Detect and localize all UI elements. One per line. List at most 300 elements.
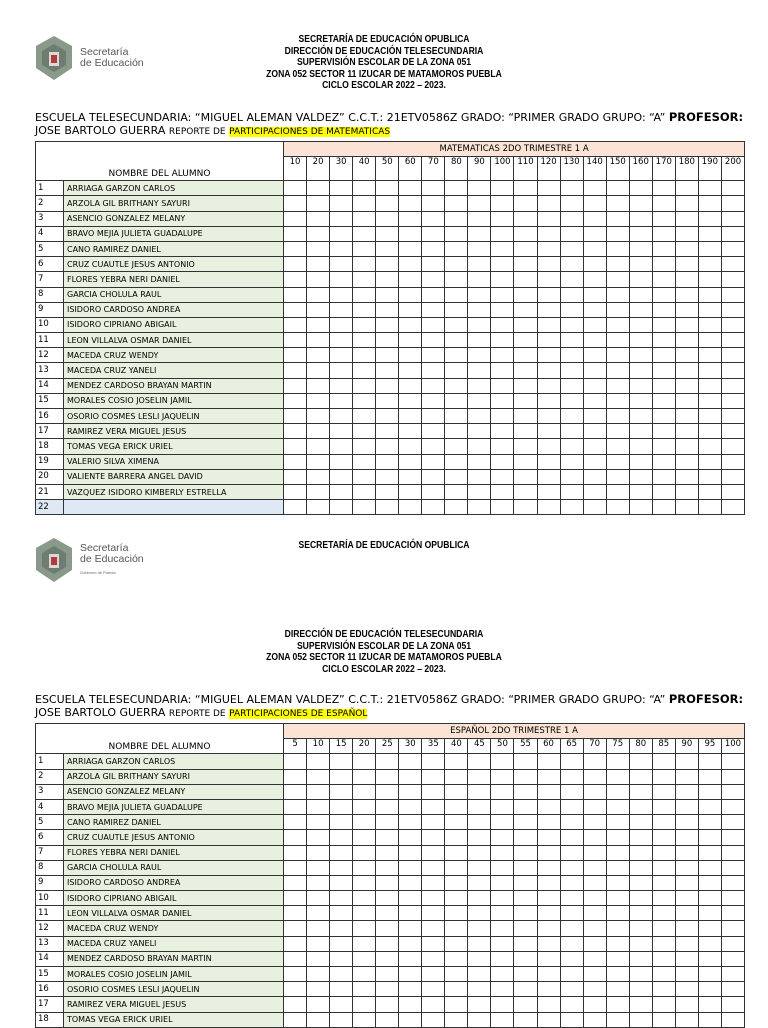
score-cell[interactable] xyxy=(330,333,353,348)
score-cell[interactable] xyxy=(721,469,744,484)
score-cell[interactable] xyxy=(652,906,675,921)
score-cell[interactable] xyxy=(514,393,537,408)
score-cell[interactable] xyxy=(675,469,698,484)
score-cell[interactable] xyxy=(399,860,422,875)
score-cell[interactable] xyxy=(514,302,537,317)
score-cell[interactable] xyxy=(675,967,698,982)
score-cell[interactable] xyxy=(445,469,468,484)
score-cell[interactable] xyxy=(675,936,698,951)
score-cell[interactable] xyxy=(399,982,422,997)
score-cell[interactable] xyxy=(491,241,514,256)
score-cell[interactable] xyxy=(307,181,330,196)
score-cell[interactable] xyxy=(307,241,330,256)
score-cell[interactable] xyxy=(698,815,721,830)
score-cell[interactable] xyxy=(445,181,468,196)
score-cell[interactable] xyxy=(652,317,675,332)
score-cell[interactable] xyxy=(330,409,353,424)
score-cell[interactable] xyxy=(445,211,468,226)
score-cell[interactable] xyxy=(376,211,399,226)
score-cell[interactable] xyxy=(675,784,698,799)
score-cell[interactable] xyxy=(353,799,376,814)
score-cell[interactable] xyxy=(422,891,445,906)
score-cell[interactable] xyxy=(629,241,652,256)
score-cell[interactable] xyxy=(560,845,583,860)
score-cell[interactable] xyxy=(560,287,583,302)
score-cell[interactable] xyxy=(606,769,629,784)
score-cell[interactable] xyxy=(399,875,422,890)
score-cell[interactable] xyxy=(422,982,445,997)
score-cell[interactable] xyxy=(629,875,652,890)
score-cell[interactable] xyxy=(422,302,445,317)
score-cell[interactable] xyxy=(399,393,422,408)
score-cell[interactable] xyxy=(284,500,307,515)
score-cell[interactable] xyxy=(606,921,629,936)
score-cell[interactable] xyxy=(422,439,445,454)
score-cell[interactable] xyxy=(629,982,652,997)
score-cell[interactable] xyxy=(422,378,445,393)
score-cell[interactable] xyxy=(629,1012,652,1027)
score-cell[interactable] xyxy=(491,891,514,906)
score-cell[interactable] xyxy=(284,424,307,439)
score-cell[interactable] xyxy=(330,936,353,951)
score-cell[interactable] xyxy=(560,982,583,997)
score-cell[interactable] xyxy=(330,799,353,814)
score-cell[interactable] xyxy=(353,196,376,211)
score-cell[interactable] xyxy=(560,469,583,484)
score-cell[interactable] xyxy=(675,845,698,860)
score-cell[interactable] xyxy=(491,424,514,439)
score-cell[interactable] xyxy=(422,500,445,515)
score-cell[interactable] xyxy=(445,393,468,408)
score-cell[interactable] xyxy=(698,921,721,936)
score-cell[interactable] xyxy=(353,409,376,424)
score-cell[interactable] xyxy=(399,424,422,439)
score-cell[interactable] xyxy=(422,784,445,799)
score-cell[interactable] xyxy=(698,830,721,845)
score-cell[interactable] xyxy=(330,982,353,997)
score-cell[interactable] xyxy=(330,363,353,378)
score-cell[interactable] xyxy=(399,769,422,784)
score-cell[interactable] xyxy=(721,815,744,830)
score-cell[interactable] xyxy=(284,891,307,906)
score-cell[interactable] xyxy=(307,287,330,302)
score-cell[interactable] xyxy=(514,181,537,196)
score-cell[interactable] xyxy=(675,500,698,515)
score-cell[interactable] xyxy=(537,891,560,906)
score-cell[interactable] xyxy=(376,860,399,875)
score-cell[interactable] xyxy=(468,257,491,272)
score-cell[interactable] xyxy=(330,815,353,830)
score-cell[interactable] xyxy=(330,967,353,982)
score-cell[interactable] xyxy=(330,875,353,890)
score-cell[interactable] xyxy=(583,500,606,515)
score-cell[interactable] xyxy=(376,891,399,906)
score-cell[interactable] xyxy=(468,378,491,393)
score-cell[interactable] xyxy=(376,454,399,469)
score-cell[interactable] xyxy=(652,333,675,348)
score-cell[interactable] xyxy=(583,936,606,951)
score-cell[interactable] xyxy=(629,845,652,860)
score-cell[interactable] xyxy=(422,181,445,196)
score-cell[interactable] xyxy=(514,333,537,348)
score-cell[interactable] xyxy=(698,754,721,769)
score-cell[interactable] xyxy=(560,860,583,875)
score-cell[interactable] xyxy=(284,302,307,317)
score-cell[interactable] xyxy=(698,906,721,921)
score-cell[interactable] xyxy=(629,484,652,499)
score-cell[interactable] xyxy=(583,921,606,936)
score-cell[interactable] xyxy=(468,317,491,332)
score-cell[interactable] xyxy=(698,348,721,363)
score-cell[interactable] xyxy=(468,181,491,196)
score-cell[interactable] xyxy=(721,754,744,769)
score-cell[interactable] xyxy=(583,363,606,378)
score-cell[interactable] xyxy=(652,484,675,499)
score-cell[interactable] xyxy=(629,500,652,515)
score-cell[interactable] xyxy=(560,997,583,1012)
score-cell[interactable] xyxy=(445,333,468,348)
score-cell[interactable] xyxy=(675,363,698,378)
score-cell[interactable] xyxy=(675,226,698,241)
score-cell[interactable] xyxy=(629,196,652,211)
score-cell[interactable] xyxy=(468,906,491,921)
score-cell[interactable] xyxy=(560,967,583,982)
score-cell[interactable] xyxy=(514,363,537,378)
score-cell[interactable] xyxy=(491,982,514,997)
score-cell[interactable] xyxy=(583,799,606,814)
score-cell[interactable] xyxy=(606,982,629,997)
score-cell[interactable] xyxy=(698,982,721,997)
score-cell[interactable] xyxy=(399,196,422,211)
score-cell[interactable] xyxy=(307,1012,330,1027)
score-cell[interactable] xyxy=(468,409,491,424)
score-cell[interactable] xyxy=(606,317,629,332)
score-cell[interactable] xyxy=(514,378,537,393)
score-cell[interactable] xyxy=(514,196,537,211)
score-cell[interactable] xyxy=(491,754,514,769)
score-cell[interactable] xyxy=(698,393,721,408)
score-cell[interactable] xyxy=(698,333,721,348)
score-cell[interactable] xyxy=(698,891,721,906)
score-cell[interactable] xyxy=(284,951,307,966)
score-cell[interactable] xyxy=(353,484,376,499)
score-cell[interactable] xyxy=(652,424,675,439)
score-cell[interactable] xyxy=(652,439,675,454)
score-cell[interactable] xyxy=(583,875,606,890)
score-cell[interactable] xyxy=(629,469,652,484)
score-cell[interactable] xyxy=(307,348,330,363)
score-cell[interactable] xyxy=(606,226,629,241)
score-cell[interactable] xyxy=(284,181,307,196)
score-cell[interactable] xyxy=(376,439,399,454)
score-cell[interactable] xyxy=(307,769,330,784)
score-cell[interactable] xyxy=(537,272,560,287)
score-cell[interactable] xyxy=(514,951,537,966)
score-cell[interactable] xyxy=(307,875,330,890)
score-cell[interactable] xyxy=(422,875,445,890)
score-cell[interactable] xyxy=(537,921,560,936)
score-cell[interactable] xyxy=(353,815,376,830)
score-cell[interactable] xyxy=(307,469,330,484)
score-cell[interactable] xyxy=(330,769,353,784)
score-cell[interactable] xyxy=(376,257,399,272)
score-cell[interactable] xyxy=(583,424,606,439)
score-cell[interactable] xyxy=(284,469,307,484)
score-cell[interactable] xyxy=(537,484,560,499)
score-cell[interactable] xyxy=(606,257,629,272)
score-cell[interactable] xyxy=(629,454,652,469)
score-cell[interactable] xyxy=(560,196,583,211)
score-cell[interactable] xyxy=(445,1012,468,1027)
score-cell[interactable] xyxy=(468,982,491,997)
score-cell[interactable] xyxy=(376,317,399,332)
score-cell[interactable] xyxy=(445,302,468,317)
score-cell[interactable] xyxy=(399,287,422,302)
score-cell[interactable] xyxy=(675,815,698,830)
score-cell[interactable] xyxy=(721,378,744,393)
score-cell[interactable] xyxy=(560,500,583,515)
score-cell[interactable] xyxy=(560,1012,583,1027)
score-cell[interactable] xyxy=(721,181,744,196)
score-cell[interactable] xyxy=(307,226,330,241)
score-cell[interactable] xyxy=(652,875,675,890)
score-cell[interactable] xyxy=(721,1012,744,1027)
score-cell[interactable] xyxy=(721,454,744,469)
score-cell[interactable] xyxy=(606,830,629,845)
score-cell[interactable] xyxy=(721,211,744,226)
score-cell[interactable] xyxy=(537,181,560,196)
score-cell[interactable] xyxy=(537,317,560,332)
score-cell[interactable] xyxy=(652,211,675,226)
score-cell[interactable] xyxy=(514,287,537,302)
score-cell[interactable] xyxy=(330,424,353,439)
score-cell[interactable] xyxy=(629,967,652,982)
score-cell[interactable] xyxy=(422,393,445,408)
score-cell[interactable] xyxy=(422,769,445,784)
score-cell[interactable] xyxy=(698,484,721,499)
score-cell[interactable] xyxy=(353,272,376,287)
score-cell[interactable] xyxy=(560,769,583,784)
score-cell[interactable] xyxy=(698,951,721,966)
score-cell[interactable] xyxy=(675,439,698,454)
score-cell[interactable] xyxy=(537,875,560,890)
score-cell[interactable] xyxy=(675,921,698,936)
score-cell[interactable] xyxy=(537,845,560,860)
score-cell[interactable] xyxy=(445,875,468,890)
score-cell[interactable] xyxy=(652,891,675,906)
score-cell[interactable] xyxy=(721,363,744,378)
score-cell[interactable] xyxy=(399,469,422,484)
score-cell[interactable] xyxy=(537,424,560,439)
score-cell[interactable] xyxy=(422,211,445,226)
score-cell[interactable] xyxy=(330,1012,353,1027)
score-cell[interactable] xyxy=(376,409,399,424)
score-cell[interactable] xyxy=(514,484,537,499)
score-cell[interactable] xyxy=(606,302,629,317)
score-cell[interactable] xyxy=(422,754,445,769)
score-cell[interactable] xyxy=(583,860,606,875)
score-cell[interactable] xyxy=(422,860,445,875)
score-cell[interactable] xyxy=(537,982,560,997)
score-cell[interactable] xyxy=(445,754,468,769)
score-cell[interactable] xyxy=(606,500,629,515)
score-cell[interactable] xyxy=(606,424,629,439)
score-cell[interactable] xyxy=(583,815,606,830)
score-cell[interactable] xyxy=(721,500,744,515)
score-cell[interactable] xyxy=(698,500,721,515)
score-cell[interactable] xyxy=(606,272,629,287)
score-cell[interactable] xyxy=(675,799,698,814)
score-cell[interactable] xyxy=(652,272,675,287)
score-cell[interactable] xyxy=(399,302,422,317)
score-cell[interactable] xyxy=(721,997,744,1012)
score-cell[interactable] xyxy=(560,484,583,499)
score-cell[interactable] xyxy=(537,393,560,408)
score-cell[interactable] xyxy=(330,211,353,226)
score-cell[interactable] xyxy=(675,257,698,272)
score-cell[interactable] xyxy=(399,378,422,393)
score-cell[interactable] xyxy=(376,845,399,860)
score-cell[interactable] xyxy=(652,363,675,378)
score-cell[interactable] xyxy=(675,302,698,317)
score-cell[interactable] xyxy=(698,257,721,272)
score-cell[interactable] xyxy=(606,906,629,921)
score-cell[interactable] xyxy=(284,799,307,814)
score-cell[interactable] xyxy=(583,196,606,211)
score-cell[interactable] xyxy=(629,378,652,393)
score-cell[interactable] xyxy=(353,982,376,997)
score-cell[interactable] xyxy=(376,830,399,845)
score-cell[interactable] xyxy=(652,860,675,875)
score-cell[interactable] xyxy=(468,891,491,906)
score-cell[interactable] xyxy=(399,951,422,966)
score-cell[interactable] xyxy=(330,891,353,906)
score-cell[interactable] xyxy=(399,906,422,921)
score-cell[interactable] xyxy=(721,424,744,439)
score-cell[interactable] xyxy=(445,196,468,211)
score-cell[interactable] xyxy=(399,784,422,799)
score-cell[interactable] xyxy=(675,1012,698,1027)
score-cell[interactable] xyxy=(537,906,560,921)
score-cell[interactable] xyxy=(376,287,399,302)
score-cell[interactable] xyxy=(491,936,514,951)
score-cell[interactable] xyxy=(330,500,353,515)
score-cell[interactable] xyxy=(330,454,353,469)
score-cell[interactable] xyxy=(307,921,330,936)
score-cell[interactable] xyxy=(652,936,675,951)
score-cell[interactable] xyxy=(330,317,353,332)
score-cell[interactable] xyxy=(560,226,583,241)
score-cell[interactable] xyxy=(307,967,330,982)
score-cell[interactable] xyxy=(491,181,514,196)
score-cell[interactable] xyxy=(422,1012,445,1027)
score-cell[interactable] xyxy=(652,241,675,256)
score-cell[interactable] xyxy=(330,439,353,454)
score-cell[interactable] xyxy=(514,784,537,799)
score-cell[interactable] xyxy=(284,393,307,408)
score-cell[interactable] xyxy=(698,317,721,332)
score-cell[interactable] xyxy=(307,997,330,1012)
score-cell[interactable] xyxy=(445,967,468,982)
score-cell[interactable] xyxy=(560,891,583,906)
score-cell[interactable] xyxy=(606,378,629,393)
score-cell[interactable] xyxy=(629,272,652,287)
score-cell[interactable] xyxy=(491,769,514,784)
score-cell[interactable] xyxy=(422,967,445,982)
score-cell[interactable] xyxy=(675,317,698,332)
score-cell[interactable] xyxy=(721,348,744,363)
score-cell[interactable] xyxy=(422,409,445,424)
score-cell[interactable] xyxy=(422,484,445,499)
score-cell[interactable] xyxy=(514,891,537,906)
score-cell[interactable] xyxy=(514,936,537,951)
score-cell[interactable] xyxy=(422,287,445,302)
score-cell[interactable] xyxy=(330,393,353,408)
score-cell[interactable] xyxy=(376,196,399,211)
score-cell[interactable] xyxy=(353,302,376,317)
score-cell[interactable] xyxy=(399,936,422,951)
score-cell[interactable] xyxy=(514,906,537,921)
score-cell[interactable] xyxy=(284,439,307,454)
score-cell[interactable] xyxy=(353,226,376,241)
score-cell[interactable] xyxy=(675,181,698,196)
score-cell[interactable] xyxy=(698,784,721,799)
score-cell[interactable] xyxy=(583,769,606,784)
score-cell[interactable] xyxy=(629,815,652,830)
score-cell[interactable] xyxy=(675,393,698,408)
score-cell[interactable] xyxy=(468,936,491,951)
score-cell[interactable] xyxy=(675,333,698,348)
score-cell[interactable] xyxy=(514,317,537,332)
score-cell[interactable] xyxy=(514,439,537,454)
score-cell[interactable] xyxy=(468,1012,491,1027)
score-cell[interactable] xyxy=(491,196,514,211)
score-cell[interactable] xyxy=(514,830,537,845)
score-cell[interactable] xyxy=(353,936,376,951)
score-cell[interactable] xyxy=(721,317,744,332)
score-cell[interactable] xyxy=(330,196,353,211)
score-cell[interactable] xyxy=(514,409,537,424)
score-cell[interactable] xyxy=(445,439,468,454)
score-cell[interactable] xyxy=(468,272,491,287)
score-cell[interactable] xyxy=(468,921,491,936)
score-cell[interactable] xyxy=(353,363,376,378)
score-cell[interactable] xyxy=(468,500,491,515)
score-cell[interactable] xyxy=(698,287,721,302)
score-cell[interactable] xyxy=(491,363,514,378)
score-cell[interactable] xyxy=(583,469,606,484)
score-cell[interactable] xyxy=(537,967,560,982)
score-cell[interactable] xyxy=(537,1012,560,1027)
score-cell[interactable] xyxy=(330,754,353,769)
score-cell[interactable] xyxy=(675,196,698,211)
score-cell[interactable] xyxy=(583,484,606,499)
score-cell[interactable] xyxy=(583,906,606,921)
score-cell[interactable] xyxy=(698,302,721,317)
score-cell[interactable] xyxy=(468,875,491,890)
score-cell[interactable] xyxy=(307,860,330,875)
score-cell[interactable] xyxy=(399,241,422,256)
score-cell[interactable] xyxy=(376,906,399,921)
score-cell[interactable] xyxy=(445,921,468,936)
score-cell[interactable] xyxy=(606,784,629,799)
score-cell[interactable] xyxy=(514,921,537,936)
score-cell[interactable] xyxy=(652,226,675,241)
score-cell[interactable] xyxy=(445,454,468,469)
score-cell[interactable] xyxy=(583,333,606,348)
score-cell[interactable] xyxy=(284,348,307,363)
score-cell[interactable] xyxy=(353,784,376,799)
